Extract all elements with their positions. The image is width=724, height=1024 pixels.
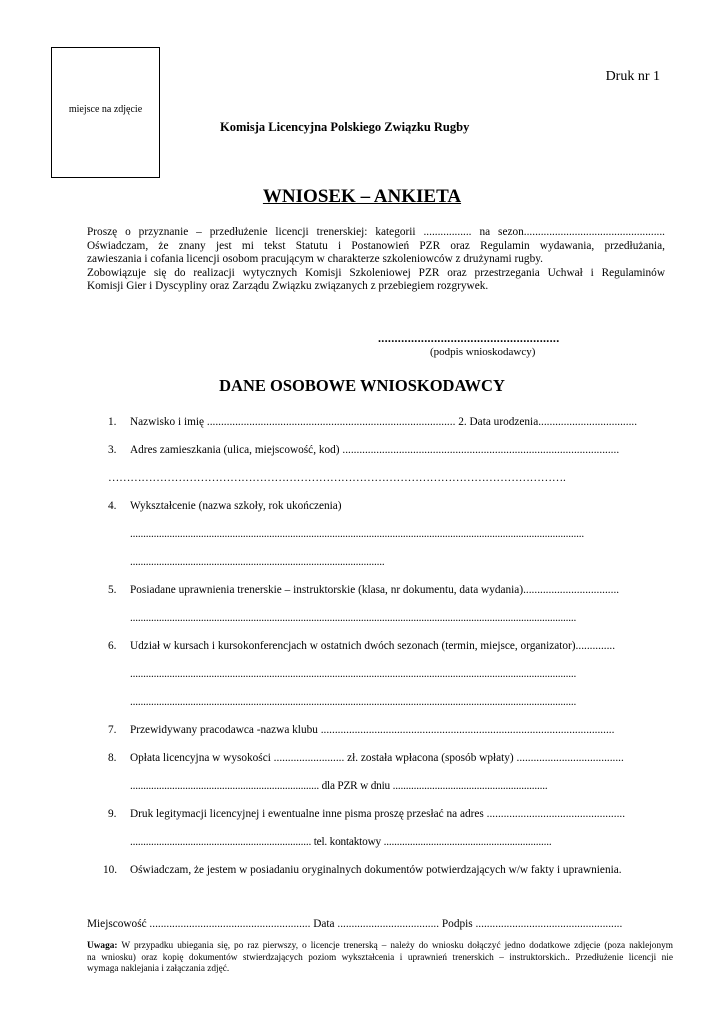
item-courses-line-2[interactable]: .......................................................................................................................................................................... xyxy=(130,696,577,708)
note-paragraph xyxy=(87,941,673,976)
note-line-2: na wniosku) oraz kopię dokumentów stwierdzających poziom wykształcenia i uprawnień trenerskich – instruktorskich.. Przedłużenie licencji nie xyxy=(87,952,673,963)
item-address-continuation[interactable]: ……………………………………………………………………………………………………………. xyxy=(108,472,566,484)
item-number: 1. xyxy=(108,416,117,428)
item-number: 7. xyxy=(108,724,117,736)
item-mailing-address[interactable]: Druk legitymacji licencyjnej i ewentualne inne pisma proszę przesłać na adres ................................................. xyxy=(130,808,626,820)
commission-name: Komisja Licencyjna Polskiego Związku Rugby xyxy=(220,120,470,134)
item-education-line-1[interactable]: ............................................................................................................................................................................. xyxy=(130,528,584,540)
intro-line-1: Proszę o przyznanie – przedłużenie licencji trenerskiej: kategorii ................. na sezon.................................................. xyxy=(87,226,665,238)
place-date-signature-line[interactable]: Miejscowość ......................................................... Data .................................... Podpis .................................................... xyxy=(87,918,623,930)
item-number: 9. xyxy=(108,808,117,820)
photo-placeholder-box xyxy=(51,47,160,178)
intro-line-2: Oświadczam, że znany jest mi tekst Statutu i Postanowień PZR oraz Regulamin wydawania, przedłużania, xyxy=(87,239,665,252)
section-title: DANE OSOBOWE WNIOSKODAWCY xyxy=(219,376,505,395)
item-license-fee[interactable]: Opłata licencyjna w wysokości ......................... zł. została wpłacona (sposób wpłaty) ...................................... xyxy=(130,752,624,764)
intro-line-5: Komisji Gier i Dyscypliny oraz Zarządu Związku związanych z przebiegiem rozgrywek. xyxy=(87,280,489,292)
note-line-1: W przypadku ubiegania się, po raz pierwszy, o licencje trenerską – należy do wniosku dołączyć jedno dodatkowe zdjęcie (poza naklejonym xyxy=(117,941,673,951)
note-label: Uwaga: xyxy=(87,941,118,951)
item-coaching-qualifications-line[interactable]: .......................................................................................................................................................................... xyxy=(130,612,577,624)
item-employer[interactable]: Przewidywany pracodawca -nazwa klubu ........................................................................................................ xyxy=(130,724,615,736)
item-education-line-2[interactable]: ................................................................................................. xyxy=(130,556,385,568)
form-number: Druk nr 1 xyxy=(605,69,660,84)
signature-line: ....................................................... xyxy=(378,331,560,345)
item-number: 4. xyxy=(108,500,117,512)
item-courses[interactable]: Udział w kursach i kursokonferencjach w ostatnich dwóch sezonach (termin, miejsce, organizator).............. xyxy=(130,640,616,652)
intro-line-4: Zobowiązuje się do realizacji wytycznych Komisji Szkoleniowej PZR oraz przestrzegania Uchwał i Regulaminów xyxy=(87,266,665,279)
document-title: WNIOSEK – ANKIETA xyxy=(262,186,462,207)
signature-caption: (podpis wnioskodawcy) xyxy=(430,346,536,358)
item-number: 3. xyxy=(108,444,117,456)
item-education: Wykształcenie (nazwa szkoły, rok ukończenia) xyxy=(130,500,342,512)
item-number: 8. xyxy=(108,752,117,764)
item-coaching-qualifications[interactable]: Posiadane uprawnienia trenerskie – instruktorskie (klasa, nr dokumentu, data wydania).................................. xyxy=(130,584,620,596)
item-license-fee-continuation[interactable]: ........................................................................ dla PZR w dniu ........................................................... xyxy=(130,780,548,792)
intro-line-3: zawieszania i cofania licencji osobom pracującym w charakterze szkoleniowców z drużynami rugby. xyxy=(87,253,543,265)
item-mailing-address-continuation[interactable]: ..................................................................... tel. kontaktowy ................................................................ xyxy=(130,836,552,848)
item-declaration: Oświadczam, że jestem w posiadaniu oryginalnych dokumentów potwierdzających w/w fakty i uprawnienia. xyxy=(130,864,622,876)
item-number: 6. xyxy=(108,640,117,652)
item-address[interactable]: Adres zamieszkania (ulica, miejscowość, kod) .................................................................................................. xyxy=(130,444,620,456)
intro-paragraph xyxy=(87,226,665,294)
note-line-3: wymaga naklejania i załączania zdjęć. xyxy=(87,964,230,974)
photo-placeholder-label: miejsce na zdjęcie xyxy=(68,104,143,115)
item-courses-line-1[interactable]: .......................................................................................................................................................................... xyxy=(130,668,577,680)
item-number: 5. xyxy=(108,584,117,596)
item-number: 10. xyxy=(103,864,118,876)
item-name-birthdate[interactable]: Nazwisko i imię ........................................................................................ 2. Data urodzenia................................... xyxy=(130,416,638,428)
